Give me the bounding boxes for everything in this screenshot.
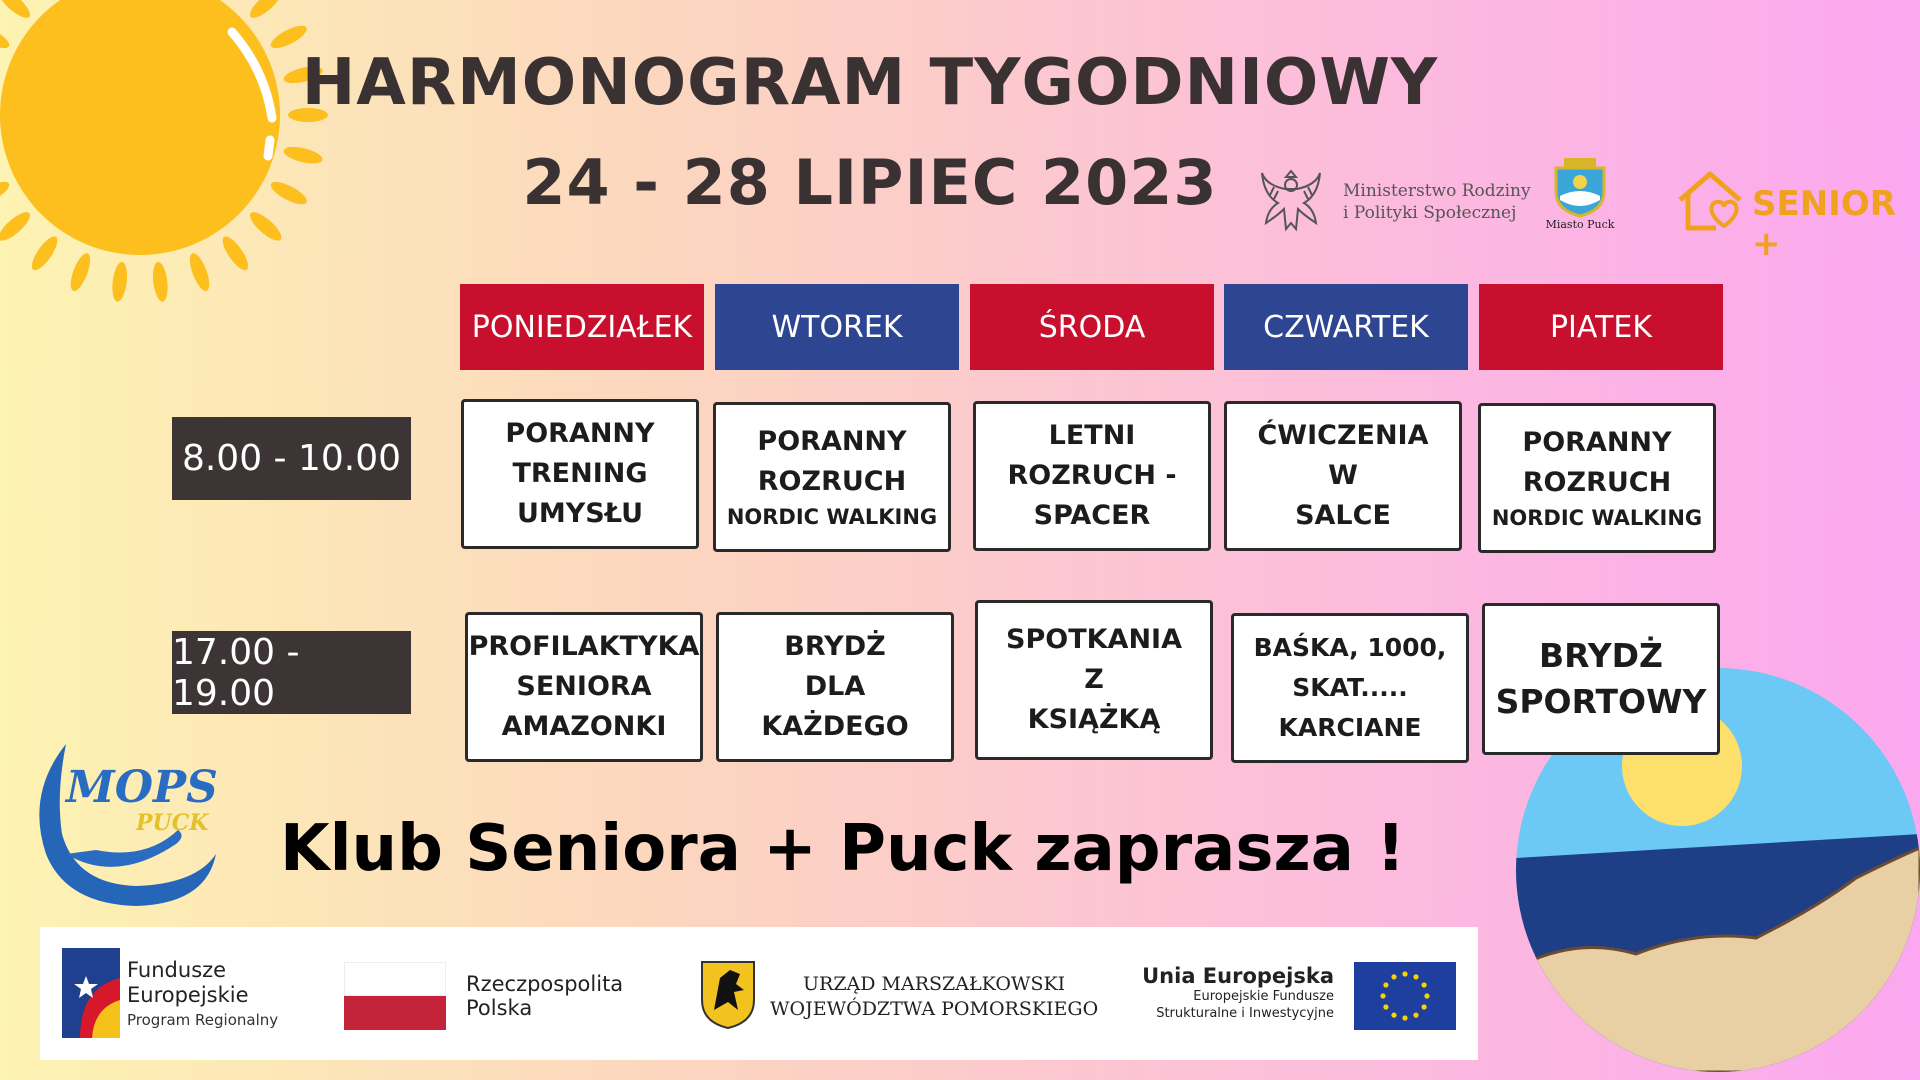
svg-text:MOPS: MOPS (66, 762, 218, 813)
polish-flag-icon (344, 962, 446, 1030)
activity-card-tuesday-morning: PORANNY ROZRUCH NORDIC WALKING (713, 402, 951, 552)
activity-card-friday-evening: BRYDŻ SPORTOWY (1482, 603, 1720, 755)
activity-card-wednesday-morning: LETNI ROZRUCH - SPACER (973, 401, 1211, 551)
time-slot-evening: 17.00 - 19.00 (172, 631, 411, 714)
day-header-wednesday: ŚRODA (970, 284, 1214, 370)
activity-card-thursday-morning: ĆWICZENIA W SALCE (1224, 401, 1462, 551)
polish-eagle-icon (1256, 165, 1326, 237)
european-union-text: Unia Europejska Europejskie Fundusze Strukturalne i Inwestycyjne (1142, 964, 1334, 1021)
eu-flag-icon (1354, 962, 1456, 1030)
day-header-thursday: CZWARTEK (1224, 284, 1468, 370)
puck-coat-of-arms-icon (1542, 156, 1618, 218)
european-funds-text: Fundusze Europejskie Program Regionalny (127, 958, 279, 1029)
activity-card-monday-morning: PORANNY TRENING UMYSŁU (461, 399, 699, 549)
date-range: 24 - 28 LIPIEC 2023 (522, 146, 1218, 219)
svg-text:PUCK: PUCK (136, 810, 209, 836)
page-title: HARMONOGRAM TYGODNIOWY (301, 46, 1439, 120)
time-slot-morning: 8.00 - 10.00 (172, 417, 411, 500)
city-logo-label: Miasto Puck (1545, 218, 1615, 231)
activity-card-thursday-evening: BAŚKA, 1000, SKAT..... KARCIANE (1231, 613, 1469, 763)
activity-card-friday-morning: PORANNY ROZRUCH NORDIC WALKING (1478, 403, 1716, 553)
rzeczpospolita-polska-text: Rzeczpospolita Polska (466, 972, 624, 1020)
activity-card-monday-evening: PROFILAKTYKA SENIORA AMAZONKI (465, 612, 703, 762)
activity-card-tuesday-evening: BRYDŻ DLA KAŻDEGO (716, 612, 954, 762)
day-header-tuesday: WTOREK (715, 284, 959, 370)
mops-puck-logo (26, 734, 226, 914)
senior-plus-logo-text: SENIOR + (1752, 184, 1896, 264)
marshal-office-text: URZĄD MARSZAŁKOWSKI WOJEWÓDZTWA POMORSKIEGO (770, 973, 1099, 1020)
activity-card-wednesday-evening: SPOTKANIA Z KSIĄŻKĄ (975, 600, 1213, 760)
day-header-friday: PIATEK (1479, 284, 1723, 370)
ministry-logo-text: Ministerstwo Rodziny i Polityki Społecznej (1343, 181, 1531, 223)
day-header-monday: PONIEDZIAŁEK (460, 284, 704, 370)
european-funds-icon (62, 948, 120, 1038)
pomorskie-griffin-icon (700, 960, 756, 1030)
senior-house-heart-icon (1676, 170, 1748, 232)
invitation-text: Klub Seniora + Puck zaprasza ! (280, 812, 1406, 886)
